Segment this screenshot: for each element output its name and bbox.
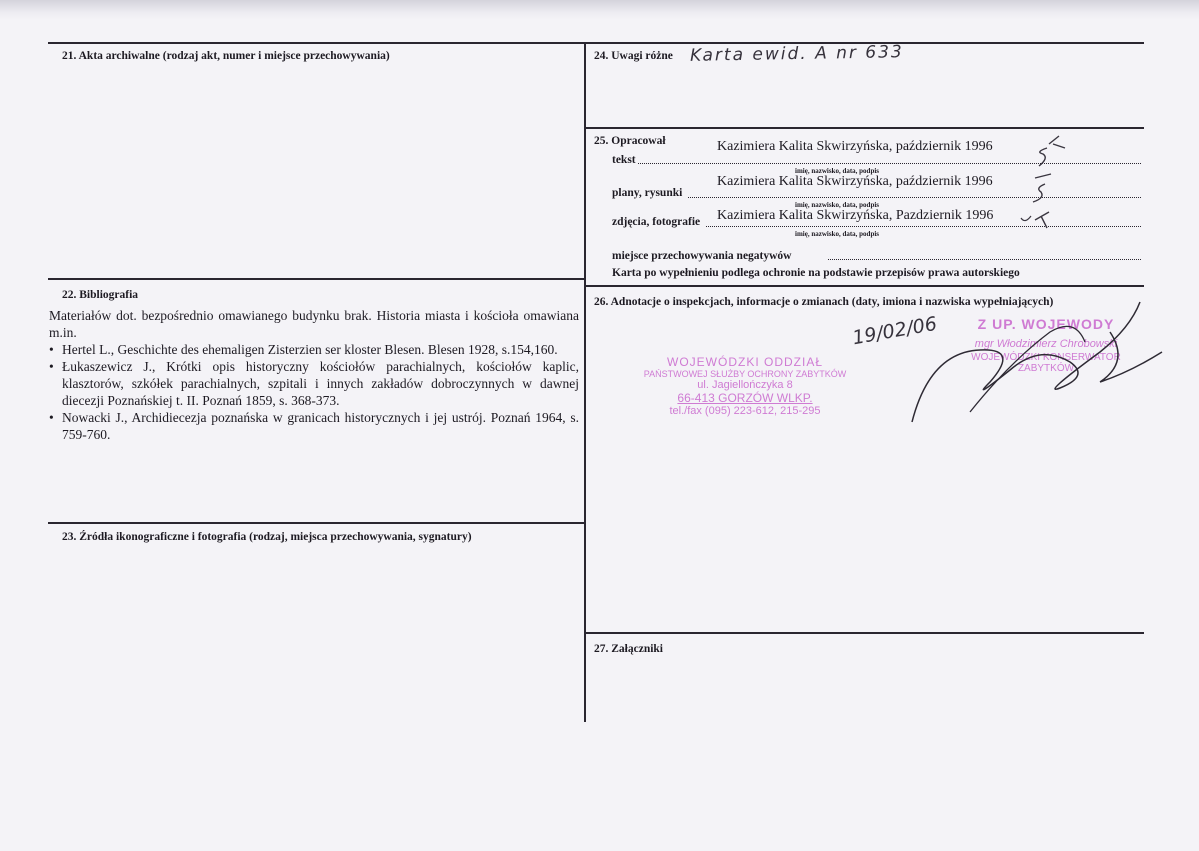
scan-edge bbox=[0, 0, 1199, 20]
rule-25-26 bbox=[585, 285, 1144, 287]
rule-21-22 bbox=[48, 278, 585, 280]
signature-vertical bbox=[1005, 128, 1075, 238]
section-22-label: 22. Bibliografia bbox=[62, 289, 139, 301]
rule-26-27 bbox=[585, 632, 1144, 634]
section-24-label: 24. Uwagi różne bbox=[594, 50, 673, 62]
bibliography-intro: Materiałów dot. bezpośrednio omawianego budynku brak. Historia miasta i kościoła omawiana m.in. bbox=[49, 308, 579, 340]
stamp-line: mgr Włodzimierz Chrobowski bbox=[974, 338, 1118, 350]
signature bbox=[900, 292, 1170, 432]
field-caption: imię, nazwisko, data, podpis bbox=[795, 167, 880, 175]
handwritten-note: Karta ewid. A nr 633 bbox=[689, 42, 904, 66]
author-text: Kazimiera Kalita Skwirzyńska, październik 1996 bbox=[717, 139, 993, 154]
bibliography-item: • Hertel L., Geschichte des ehemaligen Zisterzien ser kloster Blesen. Blesen 1928, s.154,160. bbox=[49, 341, 579, 358]
inspection-date: 19/02/06 bbox=[850, 312, 939, 350]
section-23-label: 23. Źródła ikonograficzne i fotografia (rodzaj, miejsca przechowywania, sygnatury) bbox=[62, 531, 472, 543]
center-divider bbox=[584, 42, 586, 722]
section-26-label: 26. Adnotacje o inspekcjach, informacje o zmianach (daty, imiona i nazwiska wypełniających) bbox=[594, 296, 1054, 308]
dotted-line bbox=[706, 226, 1141, 227]
bibliography-item: • Łukaszewicz J., Krótki opis historyczny kościołów parachialnych, kościołów kaplic, klasztorów, szkółek parachialnych, szpitali i innych zakładów dobroczynnych w dawnej diecezji Poznańskiej t. II. Poznań 1859, s. 368-373. bbox=[49, 358, 579, 409]
stamp-line: WOJEWÓDZKI KONSERWATOR ZABYTKÓW bbox=[971, 352, 1121, 374]
row-label-text: tekst bbox=[612, 154, 636, 166]
field-caption: imię, nazwisko, data, podpis bbox=[795, 230, 880, 238]
stamp-line: ul. Jagiellończyka 8 bbox=[697, 379, 793, 391]
stamp-line: Z UP. WOJEWODY bbox=[977, 316, 1115, 332]
row-label-photos: zdjęcia, fotografie bbox=[612, 216, 701, 228]
dotted-line bbox=[828, 259, 1141, 260]
bibliography-list bbox=[49, 341, 579, 443]
office-stamp bbox=[640, 355, 850, 417]
row-label-plans: plany, rysunki bbox=[612, 187, 683, 199]
top-rule bbox=[48, 42, 1144, 44]
section-27-label: 27. Załączniki bbox=[594, 643, 664, 655]
negatives-label: miejsce przechowywania negatywów bbox=[612, 250, 792, 262]
copyright-note: Karta po wypełnieniu podlega ochronie na podstawie przepisów prawa autorskiego bbox=[612, 267, 1020, 279]
stamp-line: WOJEWÓDZKI ODDZIAŁ bbox=[667, 355, 823, 369]
field-caption: imię, nazwisko, data, podpis bbox=[795, 201, 880, 209]
author-photos: Kazimiera Kalita Skwirzyńska, Pazdziernik 1996 bbox=[717, 208, 994, 223]
stamp-line: tel./fax (095) 223-612, 215-295 bbox=[669, 405, 821, 417]
bibliography-item: • Nowacki J., Archidiecezja poznańska w granicach historycznych i jej ustrój. Poznań 1964, s. 759-760. bbox=[49, 409, 579, 443]
section-25-label: 25. Opracował bbox=[594, 135, 666, 147]
author-plans: Kazimiera Kalita Skwirzyńska, październik 1996 bbox=[717, 174, 993, 189]
rule-22-23 bbox=[48, 522, 585, 524]
section-21-label: 21. Akta archiwalne (rodzaj akt, numer i miejsce przechowywania) bbox=[62, 50, 390, 62]
bibliography bbox=[49, 307, 579, 443]
stamp-line: 66-413 GORZÓW WLKP. bbox=[677, 391, 813, 405]
stamp-line: PAŃSTWOWEJ SŁUŻBY OCHRONY ZABYTKÓW bbox=[643, 369, 847, 379]
